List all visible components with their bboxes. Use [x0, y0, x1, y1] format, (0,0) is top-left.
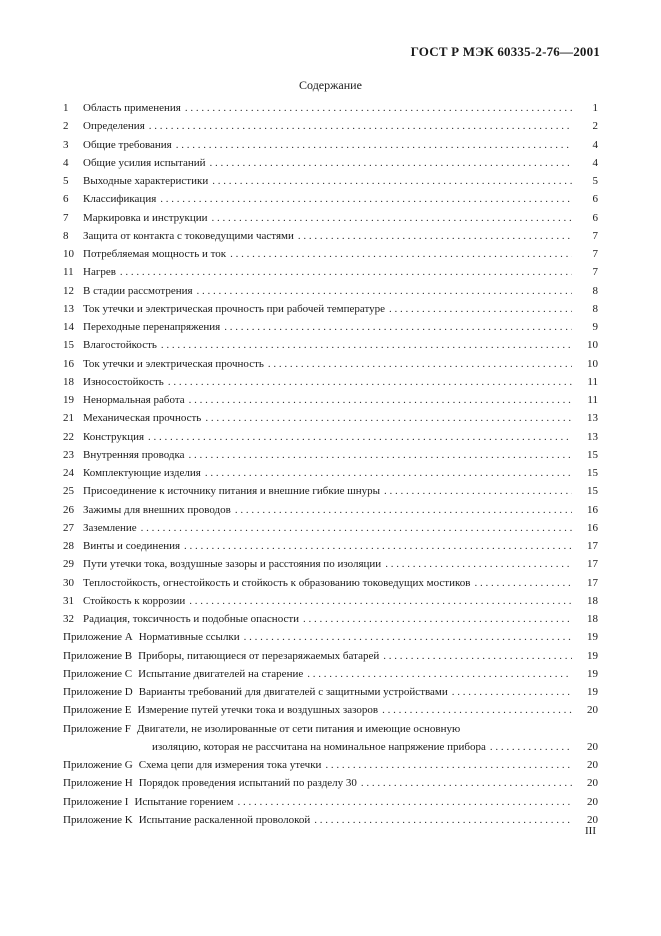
toc-leader-dots — [120, 266, 572, 278]
toc-entry-continuation — [63, 741, 598, 759]
toc-entry-number: 5 — [63, 175, 69, 187]
toc-entry-page: 11 — [587, 394, 598, 406]
toc-leader-dots — [490, 741, 572, 753]
toc-entry-number: 1 — [63, 102, 69, 114]
toc-entry-page: 15 — [587, 448, 598, 461]
toc-entry-page: 11 — [587, 375, 598, 388]
toc-entry-number: Приложение E — [63, 704, 132, 717]
toc-entry — [63, 157, 598, 175]
toc-entry-title: Испытание двигателей на старение — [138, 667, 304, 680]
toc-leader-dots — [384, 485, 572, 497]
toc-entry-number: 22 — [63, 430, 74, 443]
toc-entry-title: Переходные перенапряжения — [83, 321, 221, 333]
toc-entry — [63, 412, 598, 430]
toc-entry — [63, 139, 598, 157]
toc-entry-page: 20 — [587, 704, 598, 717]
toc-entry-page: 8 — [592, 302, 598, 315]
toc-entry — [63, 759, 598, 777]
toc-leader-dots — [224, 321, 572, 333]
toc-entry-number: 26 — [63, 503, 74, 516]
toc-entry — [63, 577, 598, 595]
toc-entry — [63, 339, 598, 357]
toc-leader-dots — [212, 175, 572, 187]
toc-entry-page: 4 — [592, 156, 598, 169]
toc-entry-number: Приложение C — [63, 667, 133, 680]
toc-entry-title: Общие усилия испытаний — [83, 156, 206, 169]
toc-entry-page: 18 — [587, 594, 598, 607]
toc-leader-dots — [389, 303, 572, 315]
toc-entry-page: 19 — [587, 631, 598, 644]
toc-entry-title: Стойкость к коррозии — [83, 594, 186, 607]
toc-entry-title: Заземление — [83, 521, 137, 534]
toc-entry-number: 29 — [63, 558, 74, 571]
toc-entry — [63, 504, 598, 522]
toc-entry — [63, 102, 598, 120]
toc-leader-dots — [474, 577, 572, 589]
toc-leader-dots — [148, 431, 572, 443]
toc-entry-title: Определения — [83, 120, 145, 133]
toc-entry — [63, 449, 598, 467]
toc-leader-dots — [230, 248, 572, 260]
toc-entry-title: Теплостойкость, огнестойкость и стойкость к образованию токоведущих мостиков — [83, 576, 471, 589]
toc-entry-number: Приложение B — [63, 649, 133, 662]
toc-entry-title: Износостойкость — [83, 375, 164, 388]
toc-entry-title: Винты и соединения — [83, 540, 181, 552]
toc-leader-dots — [205, 467, 572, 479]
toc-entry-page: 1 — [592, 102, 598, 114]
toc-entry-title: Нагрев — [83, 266, 116, 279]
toc-entry-title: Потребляемая мощность и ток — [83, 248, 227, 260]
toc-entry-title: Нормативные ссылки — [138, 631, 240, 644]
toc-leader-dots — [212, 212, 573, 224]
toc-entry-number: 3 — [63, 138, 69, 151]
toc-entry-page: 20 — [587, 759, 598, 771]
toc-leader-dots — [382, 704, 572, 716]
toc-entry-page: 17 — [587, 558, 598, 571]
toc-entry-page: 20 — [587, 740, 598, 753]
toc-entry-title: Пути утечки тока, воздушные зазоры и расстояния по изоляции — [83, 558, 382, 571]
toc-entry-number: 28 — [63, 540, 74, 552]
toc-entry-number: 31 — [63, 594, 74, 607]
toc-entry-page: 20 — [587, 813, 598, 826]
toc-entry-page: 17 — [587, 540, 598, 552]
toc-entry-number: 8 — [63, 229, 69, 242]
toc-leader-dots — [244, 631, 572, 643]
toc-leader-dots — [383, 650, 572, 662]
toc-entry-title: Комплектующие изделия — [83, 467, 201, 479]
toc-entry-title: Приборы, питающиеся от перезаряжаемых батарей — [138, 649, 380, 662]
toc-entry-title: Конструкция — [83, 430, 145, 443]
toc-entry — [63, 540, 598, 558]
toc-entry-page: 10 — [587, 357, 598, 370]
toc-entry-page: 8 — [592, 284, 598, 297]
toc-entry — [63, 285, 598, 303]
toc-entry-page: 19 — [587, 649, 598, 662]
toc-entry-title: Ненормальная работа — [83, 394, 185, 406]
toc-entry-page: 4 — [592, 138, 598, 151]
toc-entry-number: 23 — [63, 448, 74, 461]
page-number: III — [585, 825, 596, 837]
toc-leader-dots — [168, 376, 572, 388]
toc-entry-number: Приложение H — [63, 777, 133, 790]
toc-leader-dots — [185, 102, 572, 114]
toc-leader-dots — [205, 412, 572, 424]
toc-leader-dots — [385, 558, 572, 570]
toc-entry — [63, 613, 598, 631]
toc-entry — [63, 796, 598, 814]
toc-entry-title: В стадии рассмотрения — [83, 284, 193, 297]
toc-entry-page: 15 — [587, 485, 598, 498]
toc-entry-page: 19 — [587, 686, 598, 698]
toc-entry-title: Варианты требований для двигателей с защитными устройствами — [138, 686, 448, 698]
toc-entry-number: 4 — [63, 156, 69, 169]
toc-entry-title: Двигатели, не изолированные от сети питания и имеющие основную — [136, 722, 461, 735]
toc-leader-dots — [361, 777, 572, 789]
toc-entry-page: 10 — [587, 339, 598, 352]
toc-entry-number: 25 — [63, 485, 74, 498]
toc-entry-number: 6 — [63, 193, 69, 206]
toc-entry — [63, 175, 598, 193]
toc-entry — [63, 358, 598, 376]
toc-leader-dots — [184, 540, 572, 552]
toc-entry-number: 19 — [63, 394, 74, 406]
toc-entry-title: Внутренняя проводка — [83, 448, 185, 461]
toc-entry-title: Испытание горением — [134, 795, 234, 808]
toc-entry-page: 20 — [587, 795, 598, 808]
toc-entry — [63, 376, 598, 394]
toc-entry-page: 6 — [592, 193, 598, 206]
toc-leader-dots — [160, 193, 572, 205]
toc-leader-dots — [189, 394, 572, 406]
toc-entry-number: Приложение D — [63, 686, 133, 698]
toc-leader-dots — [307, 668, 572, 680]
toc-entry-title: Испытание раскаленной проволокой — [138, 813, 311, 826]
toc-entry-page: 15 — [587, 467, 598, 479]
toc-entry-number: 7 — [63, 211, 69, 224]
toc-entry-page: 7 — [592, 229, 598, 242]
toc-entry — [63, 631, 598, 649]
toc-entry-number: 27 — [63, 521, 74, 534]
toc-entry-title: Маркировка и инструкции — [83, 211, 208, 224]
toc-entry — [63, 230, 598, 248]
toc-entry — [63, 595, 598, 613]
toc-entry-number: 14 — [63, 321, 74, 333]
toc-entry-number: Приложение I — [63, 795, 129, 808]
toc-entry-title: Зажимы для внешних проводов — [83, 503, 231, 516]
toc-entry-page: 13 — [587, 412, 598, 425]
toc-entry-number: 11 — [63, 266, 74, 279]
toc-entry — [63, 467, 598, 485]
toc-entry-number: 2 — [63, 120, 69, 133]
toc-entry-page: 5 — [592, 175, 598, 187]
toc-entry-title: Влагостойкость — [83, 339, 157, 352]
toc-entry — [63, 212, 598, 230]
toc-entry — [63, 120, 598, 138]
toc-entry-page: 7 — [592, 266, 598, 279]
toc-entry — [63, 303, 598, 321]
toc-entry-number: 18 — [63, 375, 74, 388]
toc-entry — [63, 814, 598, 832]
toc-leader-dots — [235, 504, 572, 516]
toc-entry — [63, 431, 598, 449]
toc-entry-title: Классификация — [83, 193, 157, 206]
toc-leader-dots — [141, 522, 572, 534]
toc-entry — [63, 650, 598, 668]
toc-entry-number: 21 — [63, 412, 74, 425]
toc-leader-dots — [238, 796, 572, 808]
toc-entry-title-continued: изоляцию, которая не рассчитана на номинальное напряжение прибора — [152, 740, 486, 753]
page-title: Содержание — [299, 78, 362, 92]
toc-leader-dots — [298, 230, 572, 242]
toc-entry-title: Механическая прочность — [83, 412, 202, 425]
toc-leader-dots — [197, 285, 572, 297]
toc-entry-title: Измерение путей утечки тока и воздушных зазоров — [137, 704, 379, 717]
toc-entry — [63, 668, 598, 686]
toc-entry-page: 7 — [592, 248, 598, 260]
toc-entry — [63, 723, 598, 741]
toc-entry-number: 24 — [63, 467, 74, 479]
toc-entry-title: Общие требования — [83, 138, 172, 151]
toc-leader-dots — [314, 814, 572, 826]
toc-entry — [63, 485, 598, 503]
toc-entry-number: 13 — [63, 302, 74, 315]
toc-entry-title: Радиация, токсичность и подобные опасности — [83, 613, 300, 625]
toc-entry-page: 13 — [587, 430, 598, 443]
toc-entry-page: 20 — [587, 777, 598, 790]
toc-entry-number: 32 — [63, 613, 74, 625]
document-standard-header: ГОСТ Р МЭК 60335-2-76—2001 — [410, 44, 600, 59]
toc-entry-title: Защита от контакта с токоведущими частями — [83, 229, 294, 242]
toc-entry-page: 17 — [587, 576, 598, 589]
toc-entry-number: Приложение A — [63, 631, 133, 644]
toc-entry — [63, 394, 598, 412]
toc-entry-title: Схема цепи для измерения тока утечки — [138, 759, 322, 771]
toc-entry-title: Ток утечки и электрическая прочность при рабочей температуре — [83, 302, 385, 315]
toc-entry-title: Ток утечки и электрическая прочность — [83, 357, 264, 370]
toc-leader-dots — [268, 358, 572, 370]
toc-entry-title: Выходные характеристики — [83, 175, 209, 187]
toc-entry-number: 15 — [63, 339, 74, 352]
toc-entry-page: 6 — [592, 211, 598, 224]
toc-entry-page: 2 — [592, 120, 598, 133]
toc-entry-title: Область применения — [83, 102, 181, 114]
toc-entry — [63, 558, 598, 576]
toc-entry-page: 19 — [587, 667, 598, 680]
toc-entry — [63, 777, 598, 795]
toc-entry-number: 16 — [63, 357, 74, 370]
toc-leader-dots — [161, 339, 572, 351]
toc-entry — [63, 248, 598, 266]
toc-entry-number: Приложение F — [63, 722, 131, 735]
toc-entry-number: 30 — [63, 576, 74, 589]
toc-entry-number: 12 — [63, 284, 74, 297]
toc-entry — [63, 266, 598, 284]
toc-leader-dots — [149, 120, 572, 132]
toc-entry-number: Приложение G — [63, 759, 133, 771]
toc-entry — [63, 193, 598, 211]
toc-entry-page: 18 — [587, 613, 598, 625]
toc-leader-dots — [189, 595, 572, 607]
toc-entry-page: 16 — [587, 521, 598, 534]
toc-entry-page: 16 — [587, 503, 598, 516]
toc-leader-dots — [325, 759, 572, 771]
toc-entry — [63, 321, 598, 339]
toc-leader-dots — [303, 613, 572, 625]
toc-entry-number: 10 — [63, 248, 74, 260]
toc-leader-dots — [210, 157, 572, 169]
toc-entry — [63, 686, 598, 704]
table-of-contents — [63, 102, 598, 832]
toc-entry — [63, 522, 598, 540]
toc-entry-page: 9 — [592, 321, 598, 333]
toc-leader-dots — [189, 449, 572, 461]
toc-leader-dots — [452, 686, 572, 698]
toc-entry-title: Порядок проведения испытаний по разделу 30 — [138, 777, 357, 790]
toc-leader-dots — [176, 139, 572, 151]
toc-entry-title: Присоединение к источнику питания и внешние гибкие шнуры — [83, 485, 380, 498]
toc-entry-number: Приложение K — [63, 813, 133, 826]
toc-entry — [63, 704, 598, 722]
